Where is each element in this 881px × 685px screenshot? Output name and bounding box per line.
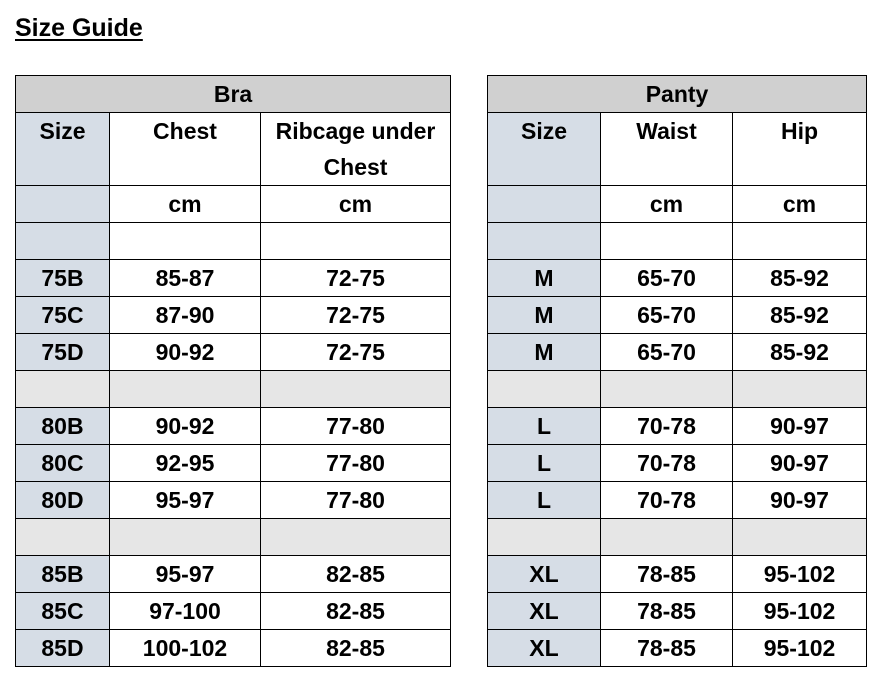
blank-row xyxy=(16,223,451,260)
bra-chest-cell: 90-92 xyxy=(110,408,261,445)
panty-size-cell: L xyxy=(488,445,601,482)
bra-size-cell: 75D xyxy=(16,334,110,371)
bra-ribcage-cell: 82-85 xyxy=(261,593,451,630)
separator-cell xyxy=(488,519,601,556)
panty-size-unit xyxy=(488,186,601,223)
table-row xyxy=(16,630,451,667)
separator-row xyxy=(16,519,451,556)
separator-row xyxy=(488,371,867,408)
table-row xyxy=(16,408,451,445)
bra-size-unit xyxy=(16,186,110,223)
bra-ribcage-cell: 72-75 xyxy=(261,297,451,334)
bra-chest-cell: 95-97 xyxy=(110,482,261,519)
panty-size-cell: XL xyxy=(488,593,601,630)
bra-ribcage-header: Ribcage under Chest xyxy=(261,113,451,186)
bra-chest-cell: 95-97 xyxy=(110,556,261,593)
separator-row xyxy=(16,371,451,408)
table-row xyxy=(488,334,867,371)
panty-waist-cell: 78-85 xyxy=(601,593,733,630)
separator-cell xyxy=(110,519,261,556)
separator-cell xyxy=(733,519,867,556)
table-row xyxy=(16,445,451,482)
panty-size-cell: L xyxy=(488,408,601,445)
blank-cell xyxy=(110,223,261,260)
bra-size-header: Size xyxy=(16,113,110,186)
bra-chest-cell: 85-87 xyxy=(110,260,261,297)
bra-size-cell: 75B xyxy=(16,260,110,297)
panty-waist-cell: 70-78 xyxy=(601,482,733,519)
bra-chest-cell: 100-102 xyxy=(110,630,261,667)
panty-heading: Panty xyxy=(488,76,867,113)
bra-size-cell: 80D xyxy=(16,482,110,519)
panty-size-cell: M xyxy=(488,297,601,334)
panty-hip-cell: 85-92 xyxy=(733,260,867,297)
table-row xyxy=(16,593,451,630)
bra-ribcage-unit: cm xyxy=(261,186,451,223)
panty-size-cell: M xyxy=(488,260,601,297)
bra-ribcage-cell: 82-85 xyxy=(261,556,451,593)
bra-ribcage-cell: 77-80 xyxy=(261,482,451,519)
panty-waist-unit: cm xyxy=(601,186,733,223)
panty-hip-cell: 85-92 xyxy=(733,334,867,371)
blank-cell xyxy=(16,223,110,260)
blank-row xyxy=(488,223,867,260)
bra-size-cell: 85D xyxy=(16,630,110,667)
table-row xyxy=(16,260,451,297)
bra-ribcage-cell: 72-75 xyxy=(261,260,451,297)
panty-hip-cell: 95-102 xyxy=(733,630,867,667)
panty-size-cell: L xyxy=(488,482,601,519)
panty-waist-cell: 70-78 xyxy=(601,408,733,445)
blank-cell xyxy=(488,223,601,260)
bra-ribcage-cell: 77-80 xyxy=(261,408,451,445)
table-row xyxy=(488,408,867,445)
bra-ribcage-cell: 72-75 xyxy=(261,334,451,371)
bra-size-cell: 85B xyxy=(16,556,110,593)
separator-cell xyxy=(601,371,733,408)
bra-chest-header: Chest xyxy=(110,113,261,186)
table-row xyxy=(488,445,867,482)
separator-cell xyxy=(733,371,867,408)
separator-cell xyxy=(601,519,733,556)
table-row xyxy=(16,334,451,371)
table-row xyxy=(488,556,867,593)
table-row xyxy=(488,482,867,519)
table-row xyxy=(16,556,451,593)
page-title: Size Guide xyxy=(15,14,143,42)
table-row xyxy=(488,297,867,334)
panty-hip-cell: 90-97 xyxy=(733,482,867,519)
panty-waist-cell: 65-70 xyxy=(601,297,733,334)
blank-cell xyxy=(261,223,451,260)
blank-cell xyxy=(733,223,867,260)
panty-hip-cell: 95-102 xyxy=(733,556,867,593)
table-row xyxy=(488,593,867,630)
panty-hip-unit: cm xyxy=(733,186,867,223)
bra-size-cell: 80B xyxy=(16,408,110,445)
bra-chest-unit: cm xyxy=(110,186,261,223)
panty-waist-cell: 65-70 xyxy=(601,260,733,297)
panty-waist-cell: 78-85 xyxy=(601,630,733,667)
separator-row xyxy=(488,519,867,556)
panty-hip-header: Hip xyxy=(733,113,867,186)
table-row xyxy=(16,482,451,519)
panty-waist-cell: 70-78 xyxy=(601,445,733,482)
separator-cell xyxy=(110,371,261,408)
bra-chest-cell: 87-90 xyxy=(110,297,261,334)
separator-cell xyxy=(488,371,601,408)
bra-size-table xyxy=(15,75,451,667)
bra-ribcage-cell: 82-85 xyxy=(261,630,451,667)
panty-hip-cell: 85-92 xyxy=(733,297,867,334)
bra-chest-cell: 92-95 xyxy=(110,445,261,482)
panty-waist-header: Waist xyxy=(601,113,733,186)
panty-size-table xyxy=(487,75,867,667)
table-row xyxy=(16,297,451,334)
bra-size-cell: 85C xyxy=(16,593,110,630)
separator-cell xyxy=(16,371,110,408)
separator-cell xyxy=(16,519,110,556)
separator-cell xyxy=(261,371,451,408)
bra-size-cell: 80C xyxy=(16,445,110,482)
bra-chest-cell: 90-92 xyxy=(110,334,261,371)
panty-size-cell: M xyxy=(488,334,601,371)
bra-chest-cell: 97-100 xyxy=(110,593,261,630)
blank-cell xyxy=(601,223,733,260)
table-row xyxy=(488,630,867,667)
table-row xyxy=(488,260,867,297)
panty-size-header: Size xyxy=(488,113,601,186)
panty-waist-cell: 65-70 xyxy=(601,334,733,371)
bra-ribcage-cell: 77-80 xyxy=(261,445,451,482)
panty-size-cell: XL xyxy=(488,556,601,593)
panty-size-cell: XL xyxy=(488,630,601,667)
panty-hip-cell: 90-97 xyxy=(733,408,867,445)
panty-hip-cell: 95-102 xyxy=(733,593,867,630)
panty-waist-cell: 78-85 xyxy=(601,556,733,593)
separator-cell xyxy=(261,519,451,556)
bra-heading: Bra xyxy=(16,76,451,113)
bra-size-cell: 75C xyxy=(16,297,110,334)
panty-hip-cell: 90-97 xyxy=(733,445,867,482)
